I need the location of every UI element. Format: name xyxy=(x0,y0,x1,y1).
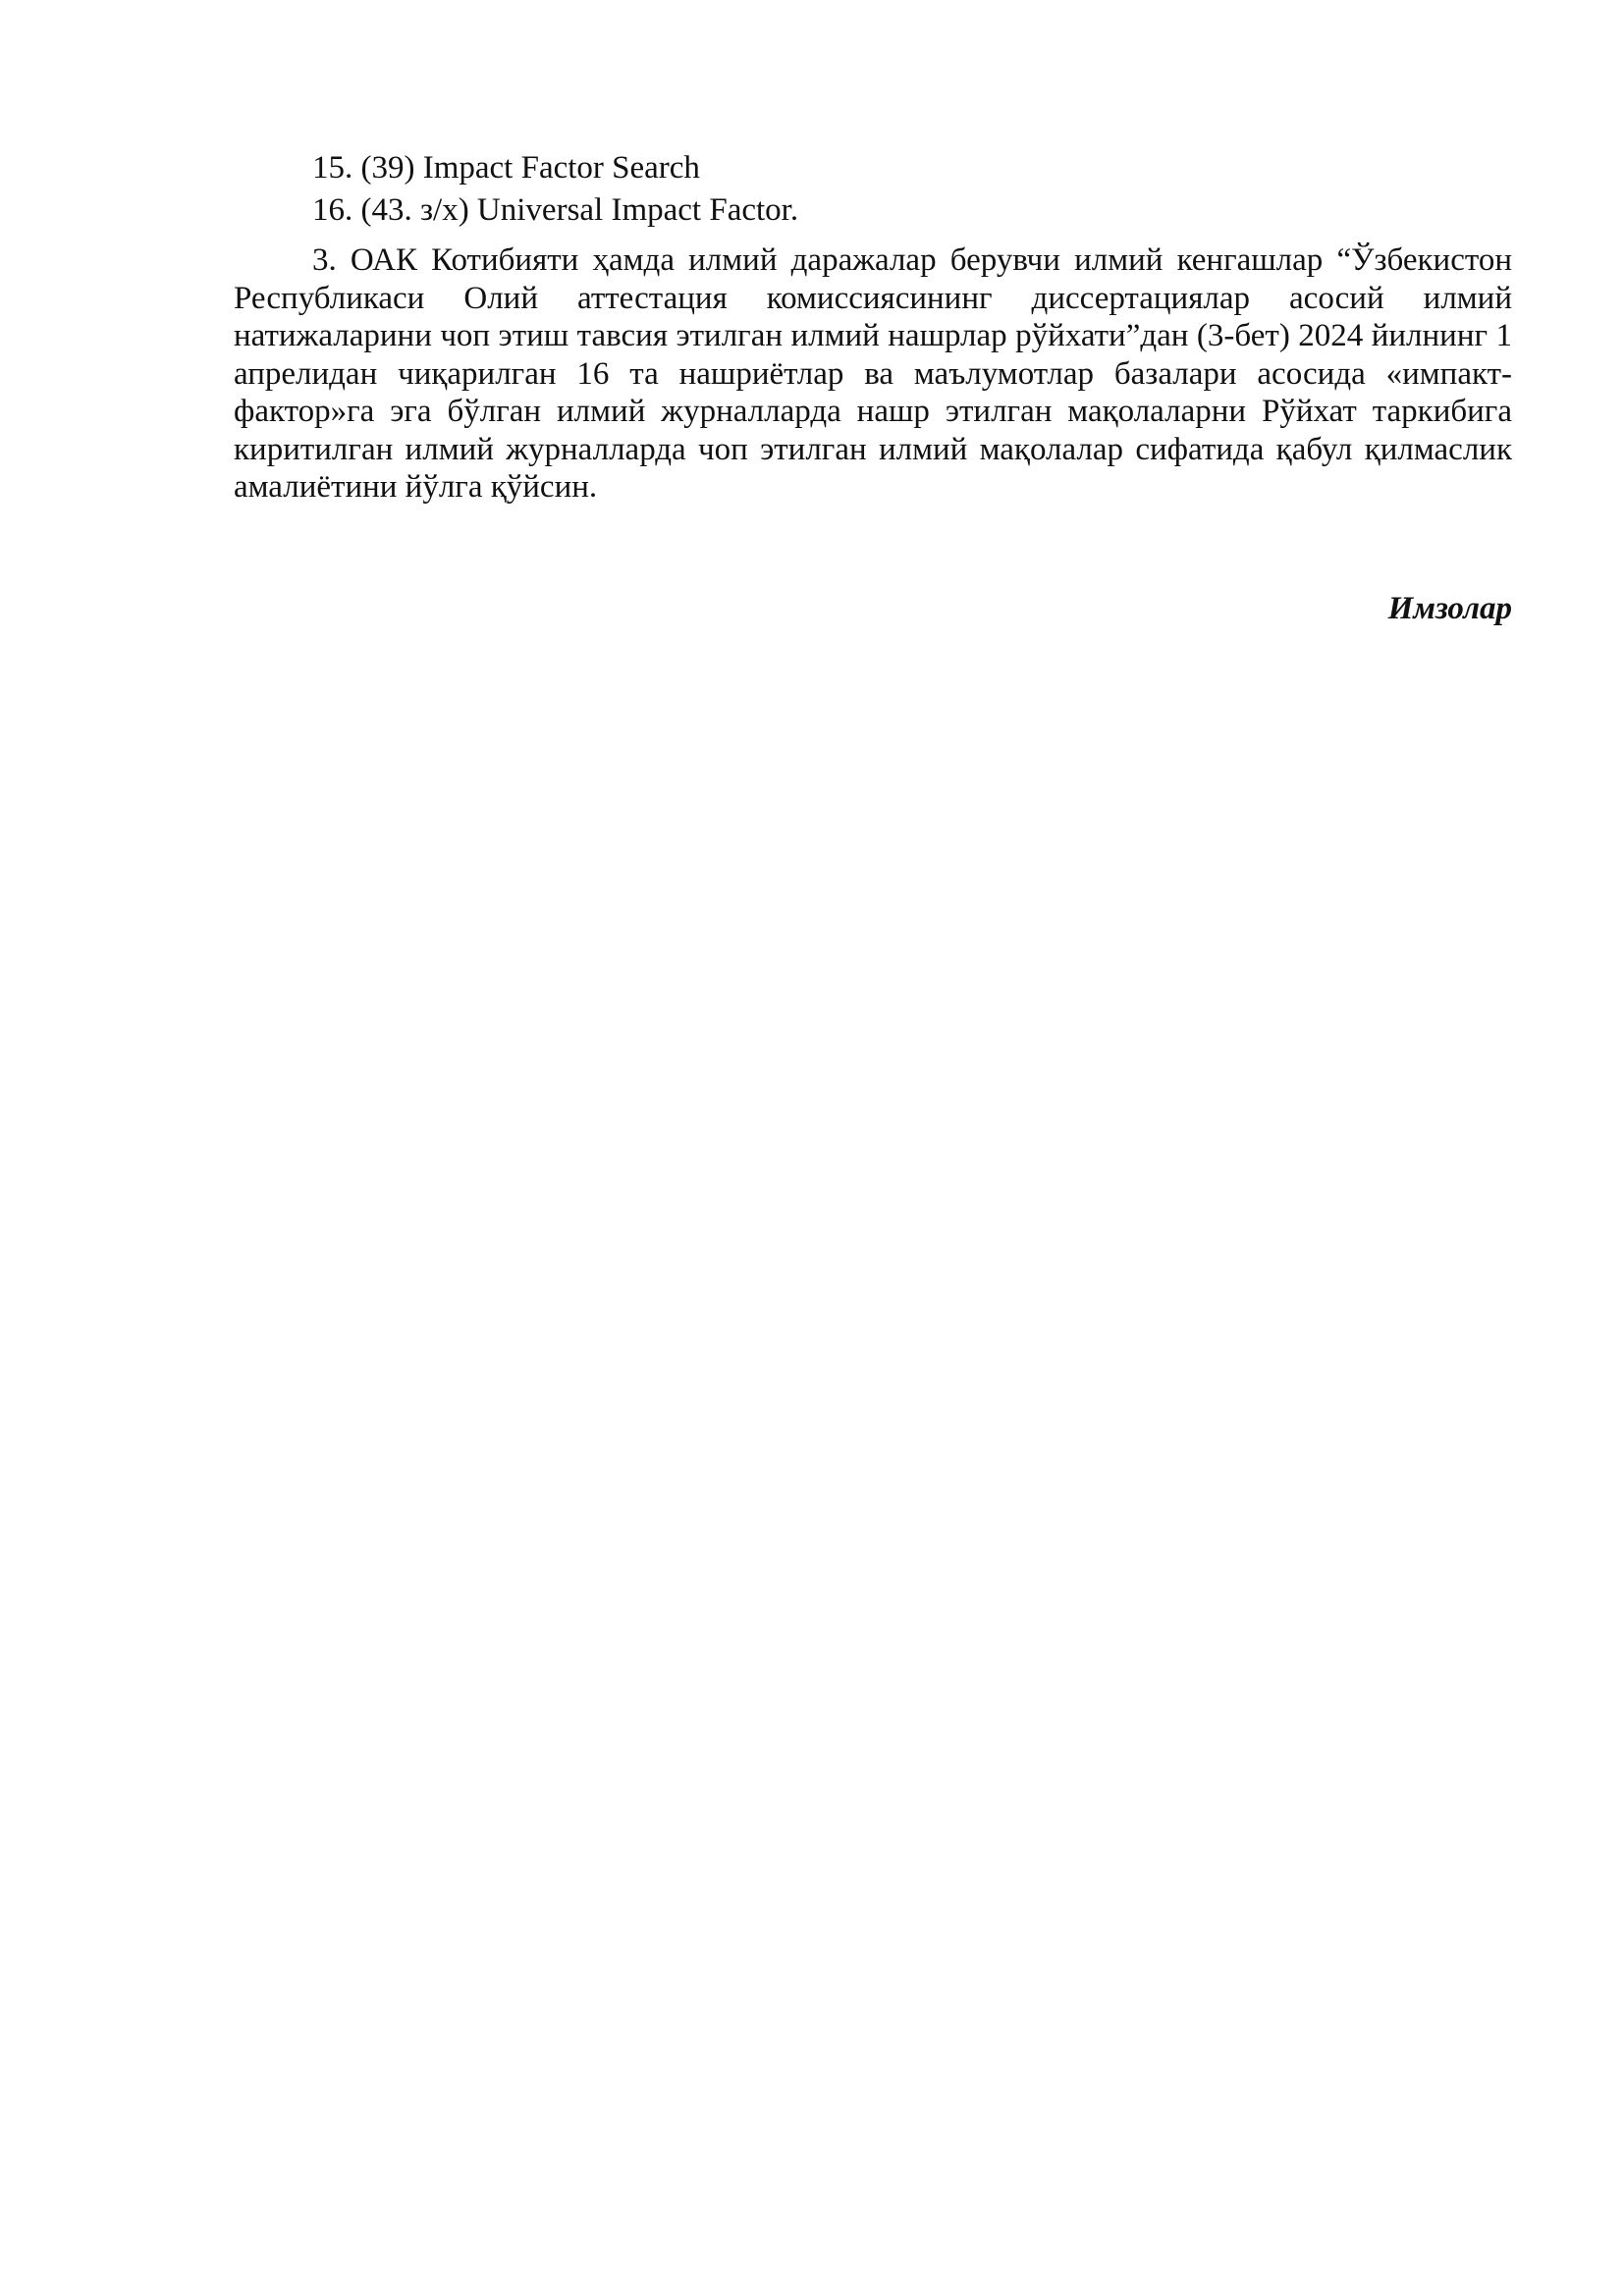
list-item-16: 16. (43. з/х) Universal Impact Factor. xyxy=(312,192,799,228)
signatures-label: Имзолар xyxy=(1387,591,1512,626)
document-body xyxy=(234,147,1512,507)
list-item-15: 15. (39) Impact Factor Search xyxy=(312,150,700,186)
paragraph-3: 3. ОАК Котибияти ҳамда илмий даражалар берувчи илмий кенгашлар “Ўзбекистон Республикаси Олий аттестация комиссиясининг диссертациялар асосий илмий натижаларини чоп этиш тавсия этилган илмий нашрлар рўйхати”дан (3-бет) 2024 йилнинг 1 апрелидан чиқарилган 16 та нашриётлар ва маълумотлар базалари асосида «импакт-фактор»га эга бўлган илмий журналларда нашр этилган мақолаларни Рўйхат таркибига киритилган илмий журналларда чоп этилган илмий мақолалар сифатида қабул қилмаслик амалиётини йўлга қўйсин. xyxy=(234,242,1512,505)
